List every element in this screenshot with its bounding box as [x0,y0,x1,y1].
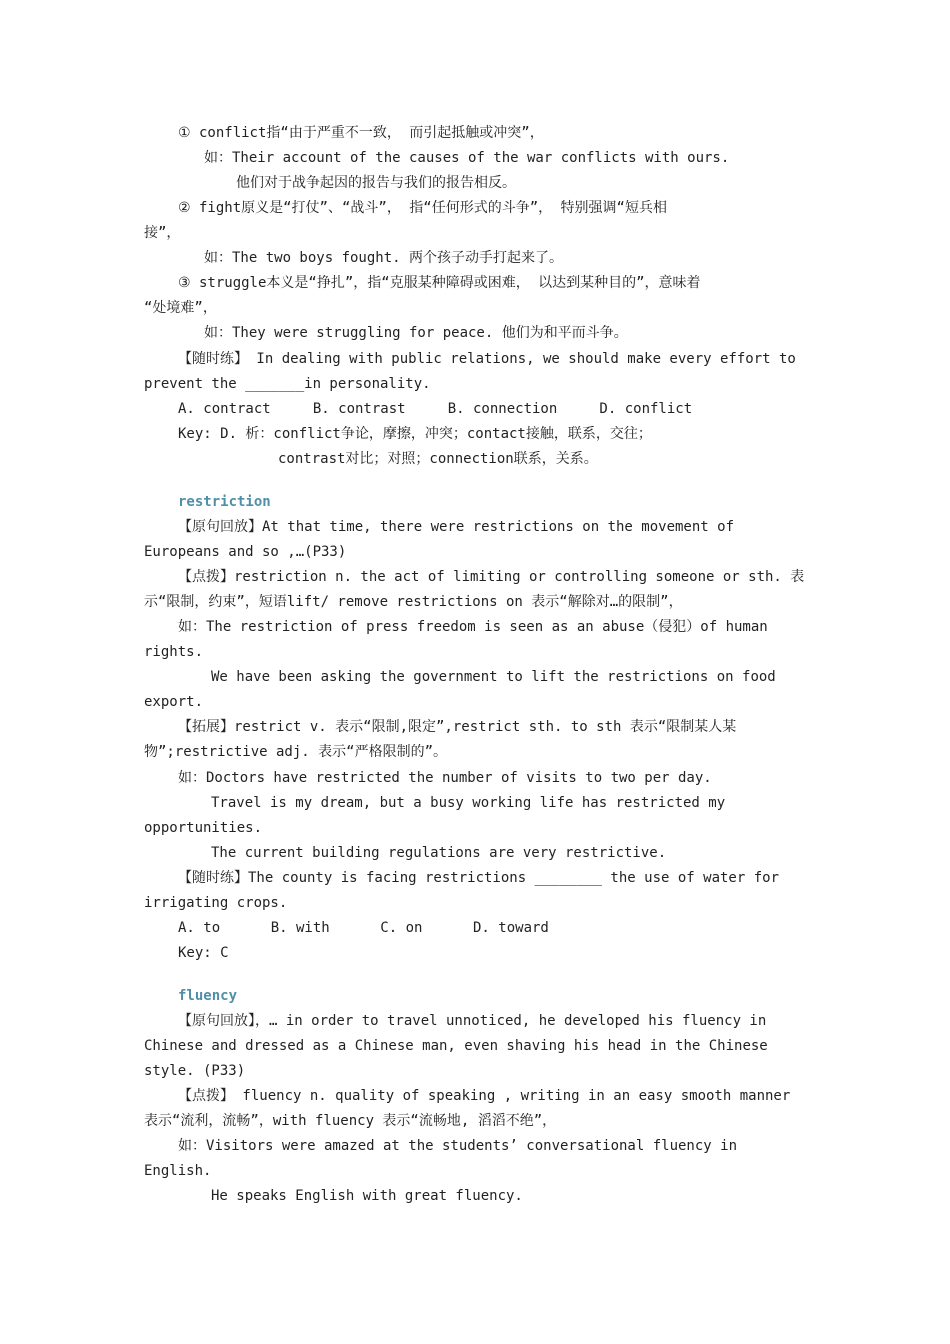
example-line: 如：Their account of the causes of the war conflicts with ours. [204,150,730,166]
explanation: 【点拨】 fluency n. quality of speaking , writing in an easy smooth manner [178,1088,791,1104]
original-sentence: 【原句回放】，… in order to travel unnoticed, he developed his fluency in [178,1013,767,1029]
item-struggle: ③ struggle本义是“挣扎”，指“克服某种障碍或困难， 以达到某种目的”，意味着 [178,275,701,291]
original-sentence-cont: Europeans and so ,…(P33) [144,544,347,560]
example-line: 如：The restriction of press freedom is seen as an abuse（侵犯）of human [178,619,768,635]
heading-restriction: restriction [178,494,271,510]
item-fight-cont: 接”， [144,225,181,241]
exercise-key-cont: contrast对比；对照；connection联系，关系。 [278,451,598,467]
example-line: We have been asking the government to lift the restrictions on food [211,669,776,685]
example-line: Travel is my dream, but a busy working life has restricted my [211,795,726,811]
heading-fluency: fluency [178,988,238,1004]
example-line-cont: rights. [144,644,204,660]
item-conflict: ① conflict指“由于严重不一致， 而引起抵触或冲突”， [178,125,544,141]
example-line: 如：They were struggling for peace. 他们为和平而斗争。 [204,325,628,341]
example-line-cont: English. [144,1163,212,1179]
explanation: 【点拨】restriction n. the act of limiting or controlling someone or sth. 表 [178,569,805,585]
example-line: 如：Visitors were amazed at the students’ conversational fluency in [178,1138,738,1154]
extension: 【拓展】restrict v. 表示“限制,限定”,restrict sth. to sth 表示“限制某人某 [178,719,737,735]
exercise-question-cont: irrigating crops. [144,895,288,911]
exercise-key: Key: C [178,945,229,961]
example-line-cont: opportunities. [144,820,263,836]
exercise-question-cont: prevent the _______in personality. [144,376,431,392]
item-struggle-cont: “处境难”， [144,300,217,316]
exercise-options: A. contract B. contrast B. connection D. conflict [178,401,693,417]
example-line: The current building regulations are very restrictive. [211,845,667,861]
exercise-key: Key: D. 析：conflict争论，摩擦，冲突；contact接触，联系，交往； [178,426,652,442]
original-sentence-cont: Chinese and dressed as a Chinese man, even shaving his head in the Chinese [144,1038,768,1054]
explanation-cont: 表示“流利，流畅”，with fluency 表示“流畅地, 滔滔不绝”， [144,1113,557,1129]
extension-cont: 物”;restrictive adj. 表示“严格限制的”。 [144,744,448,760]
example-line-cont: export. [144,694,204,710]
exercise-question: 【随时练】 In dealing with public relations, we should make every effort to [178,351,796,367]
example-line: 如：The two boys fought. 两个孩子动手打起来了。 [204,250,564,266]
exercise-question: 【随时练】The county is facing restrictions ________ the use of water for [178,870,780,886]
example-line: He speaks English with great fluency. [211,1188,523,1204]
original-sentence: 【原句回放】At that time, there were restrictions on the movement of [178,519,735,535]
item-fight: ② fight原义是“打仗”、“战斗”， 指“任何形式的斗争”， 特别强调“短兵相 [178,200,667,216]
exercise-options: A. to B. with C. on D. toward [178,920,549,936]
translation-line: 他们对于战争起因的报告与我们的报告相反。 [236,175,516,191]
original-sentence-cont: style. (P33) [144,1063,246,1079]
example-line: 如：Doctors have restricted the number of visits to two per day. [178,770,712,786]
explanation-cont: 示“限制，约束”，短语lift/ remove restrictions on 表示“解除对…的限制”， [144,594,683,610]
